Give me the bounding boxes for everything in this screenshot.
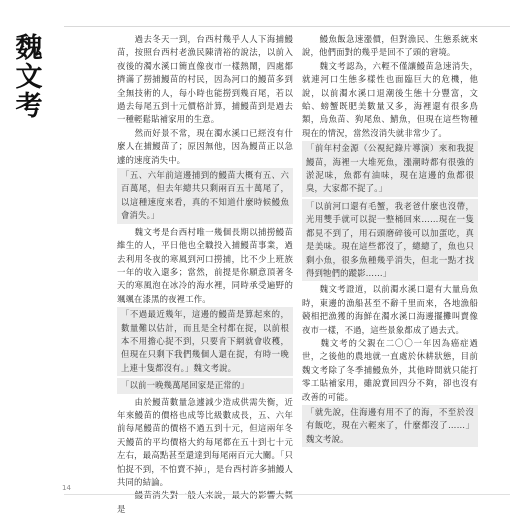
quoted-paragraph: 「不過最近幾年，這邊的鰻苗是算起來的，數量難以估計，而且是全村都在捉，以前根本不用擔心捉不到，只要肯下網就會收穫，但現在只剩下我們幾個人還在捉，有時一晚上連十隻都沒有。」魏文考說。 xyxy=(117,307,293,376)
left-text-column xyxy=(117,33,293,516)
name-character: 文 xyxy=(15,62,43,93)
page-number: 14 xyxy=(62,484,71,492)
body-paragraph: 魏文考是台西村唯一幾個長期以捕撈鰻苗維生的人，平日他也全職投入捕鰻苗事業，過去利用冬夜的寒風到河口撈捕，比不少上班族一年的收入還多；當然，前提是你願意頂著冬天的寒風泡在冰冷的海水裡，同時承受遍野的颯颯在漆黑的夜裡工作。 xyxy=(117,226,293,304)
body-paragraph: 然而好景不常，現在濁水溪口已經沒有什麼人在捕鰻苗了；原因無他，因為鰻苗正以急遽的速度消失中。 xyxy=(117,127,293,165)
quoted-paragraph: 「前年村金源（公視紀錄片導演）來和我捉鰻苗，海裡一大堆死魚，漲潮時都有很強的淤泥味，魚都有油味，現在這邊的魚都很臭，大家都不捉了。」 xyxy=(302,141,478,197)
person-name-heading xyxy=(12,34,46,121)
body-paragraph: 魏文考證道，以前濁水溪口還有大量烏魚時，東邊的漁船甚至不辭千里而來，各地漁船競相把漁獲的海鮮在濁水溪口海邊擺攤叫賣像夜市一樣，不過，這些景象都成了過去式。 xyxy=(302,284,478,335)
name-character: 魏 xyxy=(15,33,43,64)
quoted-paragraph: 「五、六年前這邊捕到的鰻苗大概有五、六百萬尾，但去年總共只剩兩百五十萬尾了，以這種速度來看，真的不知道什麼時候鰻魚會消失。」 xyxy=(117,168,293,224)
name-character: 考 xyxy=(15,91,43,122)
quoted-paragraph: 「以前一晚幾萬尾回家是正常的」 xyxy=(117,378,293,393)
body-paragraph: 鰻魚飯急速漲價，但對漁民、生態系統來說，他們面對的幾乎是回不了頭的窘境。 xyxy=(302,34,478,58)
body-paragraph: 鰻苗消失對一般人來說，最大的影響大概是 xyxy=(117,490,293,514)
body-paragraph: 魏文考認為，六輕不僅讓鰻苗急速消失，就連河口生態多樣性也面臨巨大的危機，他說，以前濁水溪口退潮後生態十分豐富，文蛤、螃蟹既肥美數量又多，海裡還有很多鳥類，烏魚苗、狗尾魚、鯖魚，但現在這些物種現在的情況，當然沒消失就非常少了。 xyxy=(302,60,478,138)
body-paragraph: 過去冬天一到，台西村幾乎人人下海捕鰻苗，按照台西村老漁民陳清裕的說法，以前入夜後的濁水溪口簡直像夜市一樣熱鬧，四處都擠滿了撈捕鰻苗的村民，因為河口的鰻苗多到全無技術的人，每小時也能撈到幾百尾，若以過去每尾五到十元價格計算，捕鰻苗到是過去一種輕鬆貼補家用的生意。 xyxy=(117,34,293,125)
body-paragraph: 由於鰻苗數量急遽減少造成供需失衡，近年來鰻苗的價格也成等比級數成長，五、六年前每尾鰻苗的價格不過五到十元，但這兩年冬天鰻苗的平均價格大約每尾都在五十到七十元左右，最高點甚至還達到每尾兩百元大關。「只怕捉不到，不怕賣不掉」，是台西村許多捕鰻人共同的結論。 xyxy=(117,396,293,487)
right-text-column xyxy=(302,33,478,449)
top-rule xyxy=(64,26,510,27)
bottom-rule xyxy=(64,494,510,495)
quoted-paragraph: 「以前河口還有毛蟹，我老爸什麼也沒帶，光用雙手就可以捉一整桶回來……現在一隻都見不到了，用石頭磨碎後可以加蛋吃，真是美味。現在這些都沒了，總總了，魚也只剩小魚，很多魚種幾乎消失，但北一點才找得到牠們的蹤影……」 xyxy=(302,199,478,281)
body-paragraph: 魏文考的父親在二〇〇一年因為癌症過世，之後他的農地就一直處於休耕狀態，目前魏文考除了冬季捕鰻魚外，其他時間就只能打零工貼補家用，雖說賣回四分不夠，卻也沒有改善的可能。 xyxy=(302,337,478,402)
quoted-paragraph: 「就先說，住海邊有用不了的海，不至於沒有飯吃，現在六輕來了，什麼都沒了……」魏文考說。 xyxy=(302,405,478,447)
